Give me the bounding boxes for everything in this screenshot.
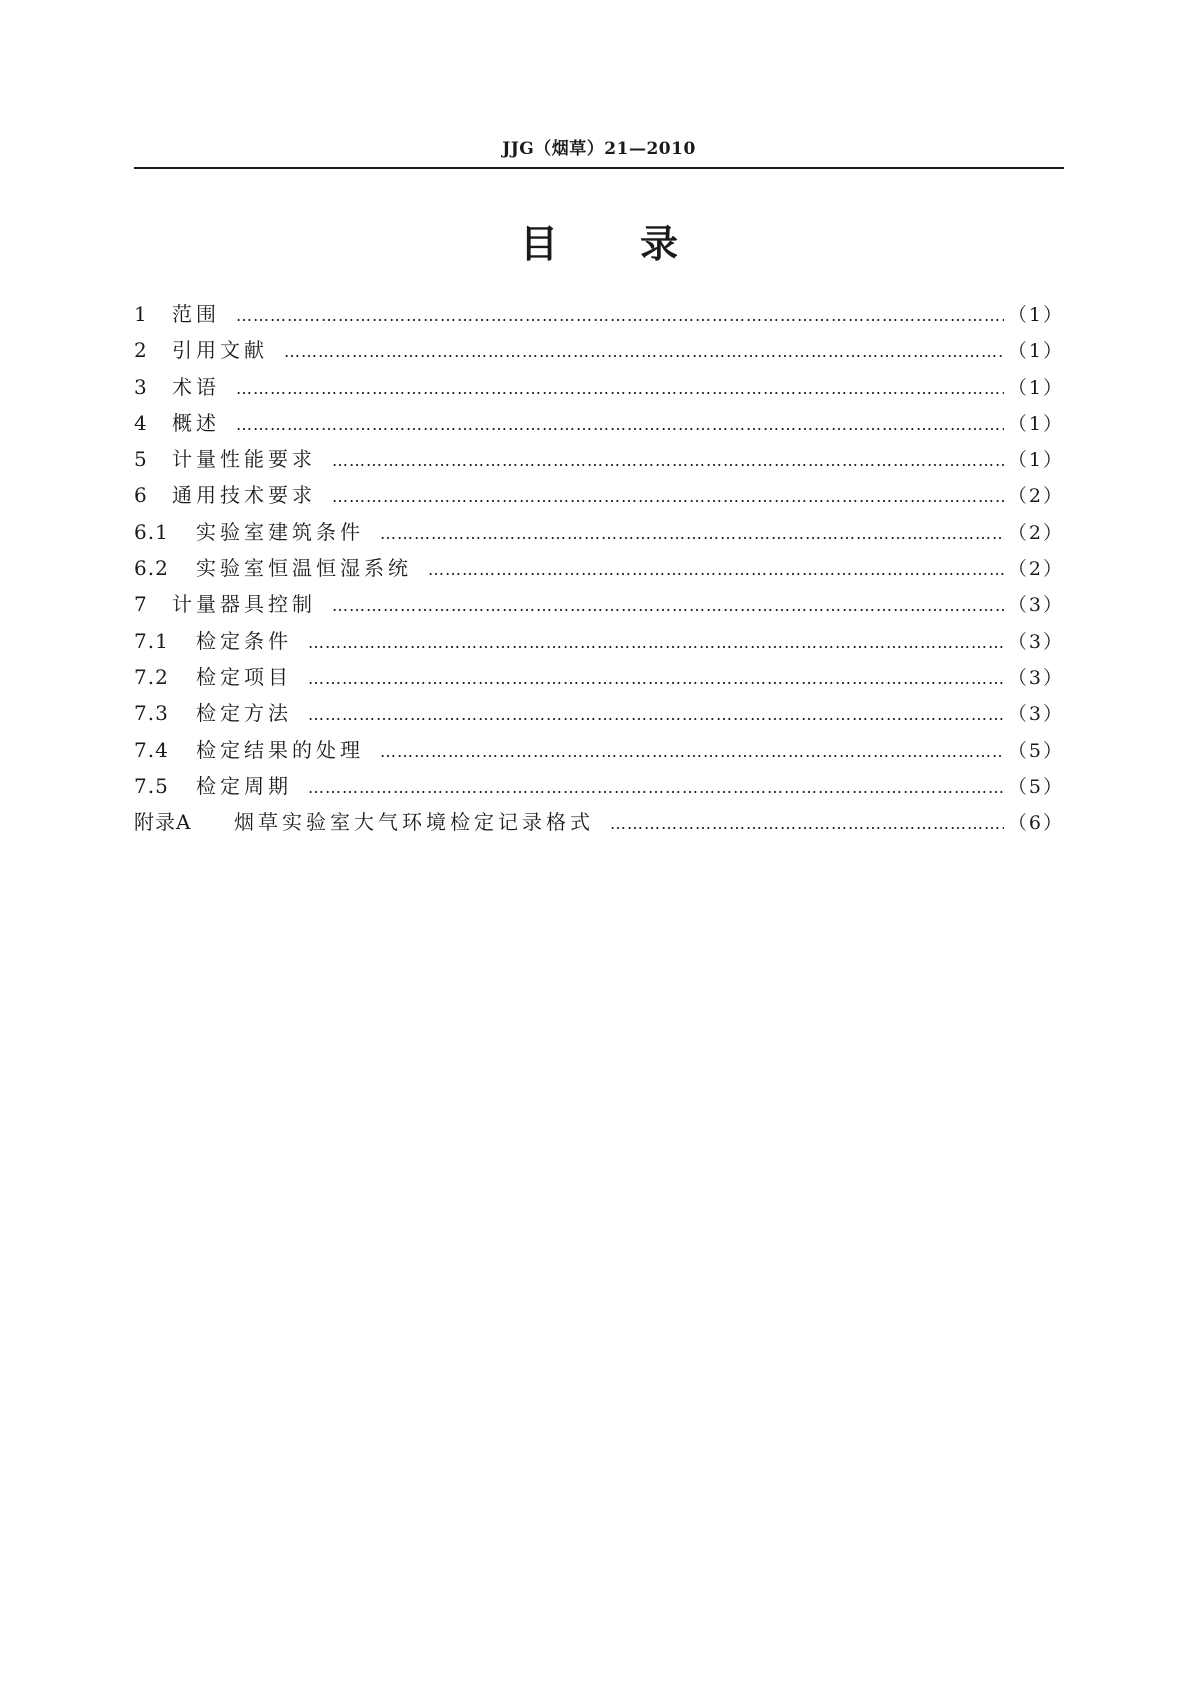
toc-dot-leader bbox=[428, 552, 1004, 588]
toc-entry-page: （3） bbox=[1007, 666, 1064, 689]
toc-entry-page: （3） bbox=[1007, 594, 1064, 617]
toc-dot-leader bbox=[308, 770, 1004, 806]
toc-dot-leader bbox=[610, 806, 1004, 842]
toc-entry-title: 概述 bbox=[172, 410, 220, 435]
toc-entry-title: 实验室建筑条件 bbox=[196, 519, 364, 544]
toc-dot-leader bbox=[308, 661, 1004, 697]
toc-entry-title: 术语 bbox=[172, 374, 220, 399]
toc-entry-number: 6.2 bbox=[134, 556, 169, 581]
toc-entry-number: 7.3 bbox=[134, 701, 169, 726]
toc-entry-number: 4 bbox=[134, 410, 148, 435]
toc-entry-7-2[interactable] bbox=[134, 659, 1064, 695]
toc-entry-page: （3） bbox=[1007, 703, 1064, 726]
toc-dot-leader bbox=[380, 734, 1004, 770]
toc-dot-leader bbox=[236, 371, 1004, 407]
table-of-contents bbox=[134, 296, 1064, 840]
toc-entry-page: （1） bbox=[1007, 304, 1064, 326]
toc-entry-2[interactable] bbox=[134, 332, 1064, 368]
toc-dot-leader bbox=[380, 516, 1004, 552]
toc-entry-title: 引用文献 bbox=[172, 338, 268, 363]
toc-entry-6-2[interactable] bbox=[134, 550, 1064, 586]
toc-dot-leader bbox=[284, 334, 1004, 370]
toc-entry-title: 检定项目 bbox=[196, 664, 292, 689]
toc-entry-title: 检定结果的处理 bbox=[196, 737, 364, 762]
toc-dot-leader bbox=[332, 443, 1004, 479]
toc-entry-number: 附录A bbox=[134, 810, 192, 835]
toc-entry-number: 7.2 bbox=[134, 664, 169, 689]
toc-entry-page: （5） bbox=[1007, 739, 1064, 762]
toc-entry-title: 通用技术要求 bbox=[172, 483, 316, 508]
toc-entry-7-5[interactable] bbox=[134, 768, 1064, 804]
toc-entry-title: 范围 bbox=[172, 302, 220, 326]
toc-entry-appendix-a[interactable] bbox=[134, 804, 1064, 840]
toc-entry-title: 计量器具控制 bbox=[172, 592, 316, 617]
toc-entry-7-1[interactable] bbox=[134, 623, 1064, 659]
toc-entry-title: 检定方法 bbox=[196, 701, 292, 726]
toc-entry-title: 检定条件 bbox=[196, 628, 292, 653]
toc-dot-leader bbox=[332, 479, 1004, 515]
toc-entry-7-4[interactable] bbox=[134, 732, 1064, 768]
toc-entry-number: 3 bbox=[134, 374, 148, 399]
toc-entry-title: 实验室恒温恒湿系统 bbox=[196, 556, 412, 581]
toc-entry-page: （2） bbox=[1007, 485, 1064, 508]
toc-dot-leader bbox=[236, 407, 1004, 443]
toc-entry-title: 计量性能要求 bbox=[172, 447, 316, 472]
toc-entry-page: （6） bbox=[1007, 812, 1064, 835]
toc-entry-number: 7.1 bbox=[134, 628, 169, 653]
toc-entry-number: 5 bbox=[134, 447, 148, 472]
toc-entry-number: 7.5 bbox=[134, 773, 169, 798]
toc-entry-page: （1） bbox=[1007, 376, 1064, 399]
toc-entry-6-1[interactable] bbox=[134, 514, 1064, 550]
toc-entry-page: （2） bbox=[1007, 521, 1064, 544]
toc-dot-leader bbox=[308, 697, 1004, 733]
toc-entry-1[interactable] bbox=[134, 296, 1064, 332]
toc-entry-page: （1） bbox=[1007, 340, 1064, 363]
toc-entry-7[interactable] bbox=[134, 586, 1064, 622]
toc-entry-page: （1） bbox=[1007, 412, 1064, 435]
toc-entry-6[interactable] bbox=[134, 477, 1064, 513]
toc-entry-4[interactable] bbox=[134, 405, 1064, 441]
toc-entry-page: （2） bbox=[1007, 558, 1064, 581]
toc-dot-leader bbox=[332, 588, 1004, 624]
toc-entry-number: 7 bbox=[134, 592, 148, 617]
toc-entry-3[interactable] bbox=[134, 369, 1064, 405]
toc-title: 目录 bbox=[519, 222, 760, 266]
toc-entry-page: （3） bbox=[1007, 630, 1064, 653]
toc-entry-number: 1 bbox=[134, 302, 148, 326]
toc-entry-title: 烟草实验室大气环境检定记录格式 bbox=[234, 810, 594, 835]
toc-entry-page: （1） bbox=[1007, 449, 1064, 472]
toc-entry-number: 6.1 bbox=[134, 519, 169, 544]
toc-entry-5[interactable] bbox=[134, 441, 1064, 477]
toc-dot-leader bbox=[308, 625, 1004, 661]
toc-entry-number: 6 bbox=[134, 483, 148, 508]
toc-entry-title: 检定周期 bbox=[196, 773, 292, 798]
toc-entry-7-3[interactable] bbox=[134, 695, 1064, 731]
toc-entry-page: （5） bbox=[1007, 775, 1064, 798]
running-header: JJG（烟草）21—2010 bbox=[502, 139, 696, 159]
toc-dot-leader bbox=[236, 298, 1004, 334]
toc-entry-number: 7.4 bbox=[134, 737, 169, 762]
header-divider bbox=[134, 167, 1064, 169]
toc-entry-number: 2 bbox=[134, 338, 148, 363]
